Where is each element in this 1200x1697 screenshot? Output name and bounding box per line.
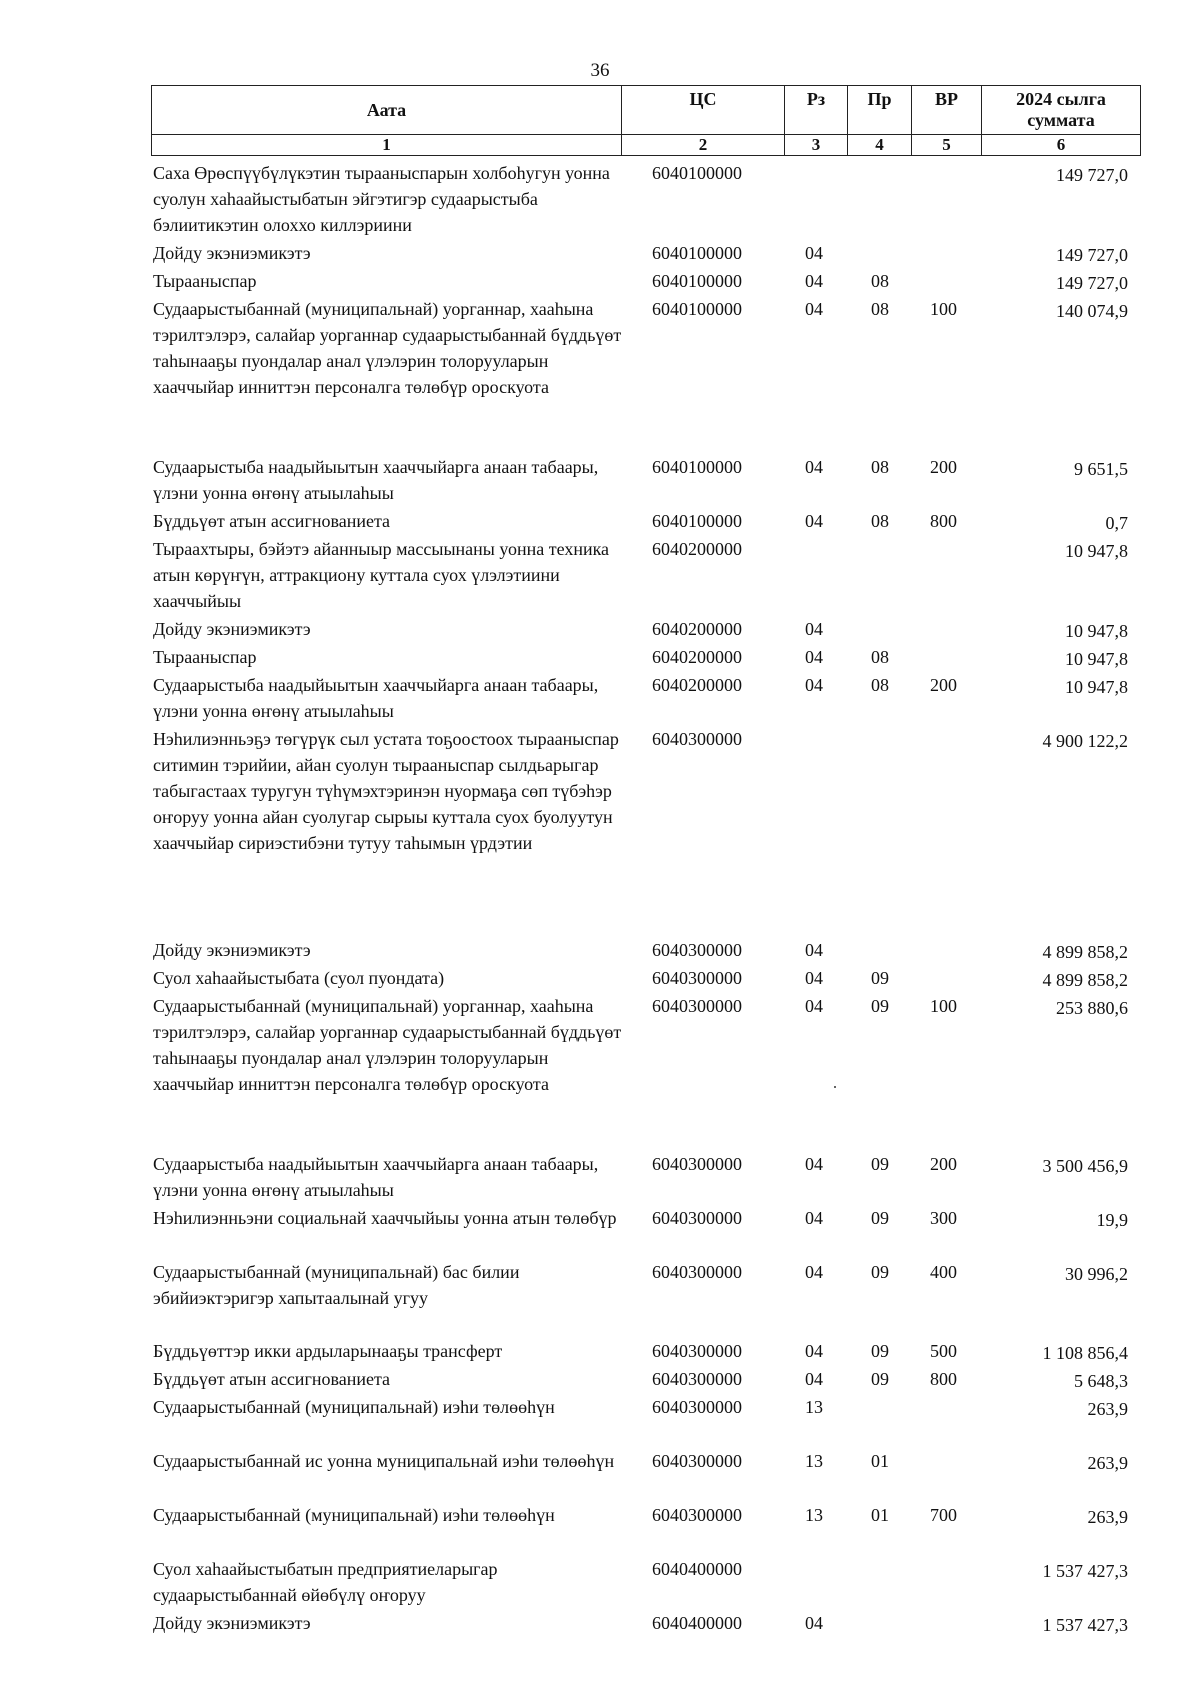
row-name: Судаарыстыба наадыйыытын хааччыйарга анаан табаары, үлэни уонна өҥөнү атыылаһыы [153,1154,599,1200]
row-cs: 6040300000 [652,1262,742,1282]
row-rz: 04 [805,996,823,1016]
column-number: 5 [912,135,982,156]
row-name: Бүддьүөт атын ассигнованиета [153,1369,391,1389]
row-sum: 19,9 [1096,1210,1128,1230]
row-vr: 200 [930,675,957,695]
header-sum: 2024 сылга суммата [982,86,1141,135]
row-sum: 30 996,2 [1065,1264,1128,1284]
row-cs: 6040300000 [652,1341,742,1361]
row-pr: 08 [871,299,889,319]
row-sum: 149 727,0 [1056,165,1128,185]
row-rz: 04 [805,299,823,319]
row-vr: 300 [930,1208,957,1228]
row-rz: 04 [805,243,823,263]
column-number: 1 [152,135,622,156]
row-vr: 200 [930,457,957,477]
row-pr: 09 [871,968,889,988]
row-cs: 6040200000 [652,539,742,559]
row-cs: 6040300000 [652,940,742,960]
row-cs: 6040400000 [652,1559,742,1579]
row-sum: 1 537 427,3 [1042,1561,1128,1581]
row-name: Бүддьүөт атын ассигнованиета [153,511,391,531]
row-cs: 6040100000 [652,163,742,183]
row-vr: 500 [930,1341,957,1361]
row-cs: 6040200000 [652,675,742,695]
column-number: 4 [848,135,912,156]
column-number: 3 [785,135,848,156]
row-rz: 04 [805,1613,823,1633]
row-cs: 6040300000 [652,1154,742,1174]
row-name: Судаарыстыбаннай (муниципальнай) бас билии эбийиэктэригэр хапытаалынай угуу [153,1262,520,1308]
row-sum: 149 727,0 [1056,245,1128,265]
row-sum: 253 880,6 [1056,998,1128,1018]
row-pr: 08 [871,511,889,531]
row-sum: 0,7 [1105,513,1128,533]
row-cs: 6040300000 [652,1397,742,1417]
row-rz: 04 [805,968,823,988]
row-rz: 04 [805,1154,823,1174]
row-name: Нэһилиэнньэҕэ төгүрүк сыл устата тоҕоостоох тырааныспар ситимин тэрийии, айан суолун тырааныспар сылдьарыгар табыгастаах туругун түһүмэхтэринэн нуормаҕа сөп түбэһэр оҥоруу уонна айан суолугар сырыы куттала суох буолуутун хааччыйар сириэстибэни тутуу таһымын үрдэтии [153,729,619,853]
row-name: Тырааныспар [153,271,257,291]
row-name: Судаарыстыбаннай (муниципальнай) иэһи төлөөһүн [153,1397,555,1417]
row-sum: 263,9 [1087,1399,1128,1419]
row-pr: 01 [871,1451,889,1471]
row-cs: 6040100000 [652,299,742,319]
row-name: Дойду экэниэмикэтэ [153,243,311,263]
row-rz: 04 [805,271,823,291]
row-name: Дойду экэниэмикэтэ [153,1613,311,1633]
row-sum: 10 947,8 [1065,541,1128,561]
row-cs: 6040300000 [652,996,742,1016]
row-name: Судаарыстыбаннай (муниципальнай) иэһи төлөөһүн [153,1505,555,1525]
table-header [151,85,1141,156]
row-pr: 09 [871,1262,889,1282]
row-pr: 08 [871,457,889,477]
row-pr: 08 [871,675,889,695]
row-cs: 6040300000 [652,729,742,749]
row-pr: 09 [871,1341,889,1361]
row-name: Дойду экэниэмикэтэ [153,619,311,639]
row-vr: 100 [930,299,957,319]
header-cs: ЦС [622,86,785,135]
row-rz: 04 [805,619,823,639]
row-sum: 10 947,8 [1065,621,1128,641]
row-cs: 6040400000 [652,1613,742,1633]
row-sum: 4 899 858,2 [1042,970,1128,990]
row-sum: 1 108 856,4 [1042,1343,1128,1363]
row-pr: 09 [871,1208,889,1228]
row-name: Судаарыстыба наадыйыытын хааччыйарга анаан табаары, үлэни уонна өҥөнү атыылаһыы [153,457,599,503]
row-name: Нэһилиэнньэни социальнай хааччыйыы уонна атын төлөбүр [153,1208,617,1228]
row-name: Судаарыстыба наадыйыытын хааччыйарга анаан табаары, үлэни уонна өҥөнү атыылаһыы [153,675,599,721]
row-sum: 149 727,0 [1056,273,1128,293]
row-vr: 200 [930,1154,957,1174]
column-number: 2 [622,135,785,156]
row-rz: 13 [805,1451,823,1471]
row-vr: 100 [930,996,957,1016]
row-name: Судаарыстыбаннай (муниципальнай) уорганнар, хааһына тэрилтэлэрэ, салайар уорганнар судаарыстыбаннай бүддьүөт таһынааҕы пуондалар анал үлэлэрин толорууларын хааччыйар инниттэн персоналга төлөбүр ороскуота [153,996,622,1094]
row-rz: 04 [805,1369,823,1389]
row-rz: 04 [805,1208,823,1228]
row-name: Саха Өрөспүүбүлүкэтин тырааныспарын холбоһугун уонна суолун хаһаайыстыбатын эйгэтигэр судаарыстыба бэлиитикэтин олоххо киллэриини [153,163,610,235]
row-cs: 6040300000 [652,1208,742,1228]
row-cs: 6040100000 [652,457,742,477]
row-rz: 04 [805,511,823,531]
row-rz: 13 [805,1397,823,1417]
row-pr: 08 [871,647,889,667]
row-sum: 263,9 [1087,1507,1128,1527]
page-number: 36 [590,60,610,81]
row-rz: 04 [805,675,823,695]
row-sum: 9 651,5 [1074,459,1128,479]
column-number: 6 [982,135,1141,156]
row-cs: 6040200000 [652,647,742,667]
row-cs: 6040300000 [652,968,742,988]
row-name: Бүддьүөттэр икки ардыларынааҕы трансферт [153,1341,503,1361]
row-vr: 800 [930,511,957,531]
row-cs: 6040300000 [652,1451,742,1471]
row-name: Тырааныспар [153,647,257,667]
row-sum: 10 947,8 [1065,677,1128,697]
row-pr: 09 [871,1369,889,1389]
row-rz: 04 [805,940,823,960]
row-name: Судаарыстыбаннай (муниципальнай) уорганнар, хааһына тэрилтэлэрэ, салайар уорганнар судаарыстыбаннай бүддьүөт таһынааҕы пуондалар анал үлэлэрин толорууларын хааччыйар инниттэн персоналга төлөбүр ороскуота [153,299,622,397]
row-name: Суол хаһаайыстыбатын предприятиеларыгар судаарыстыбаннай өйөбүлү оҥоруу [153,1559,498,1605]
row-rz: 13 [805,1505,823,1525]
row-rz: 04 [805,1262,823,1282]
row-name: Тыраахтыры, бэйэтэ айанныыр массыынаны уонна техника атын көрүҥүн, аттракциону куттала суох үлэлэтиини хааччыйыы [153,539,610,611]
row-sum: 3 500 456,9 [1042,1156,1128,1176]
row-vr: 800 [930,1369,957,1389]
row-cs: 6040100000 [652,511,742,531]
row-rz: 04 [805,457,823,477]
row-rz: 04 [805,1341,823,1361]
row-vr: 400 [930,1262,957,1282]
row-pr: 08 [871,271,889,291]
header-pr: Пр [848,86,912,135]
row-name: Суол хаһаайыстыбата (суол пуондата) [153,968,445,988]
row-sum: 10 947,8 [1065,649,1128,669]
row-pr: 09 [871,996,889,1016]
scan-speck [834,1086,836,1088]
row-sum: 5 648,3 [1074,1371,1128,1391]
row-pr: 09 [871,1154,889,1174]
row-vr: 700 [930,1505,957,1525]
row-name: Дойду экэниэмикэтэ [153,940,311,960]
row-sum: 1 537 427,3 [1042,1615,1128,1635]
row-cs: 6040100000 [652,243,742,263]
row-cs: 6040100000 [652,271,742,291]
row-cs: 6040300000 [652,1369,742,1389]
row-pr: 01 [871,1505,889,1525]
row-sum: 4 900 122,2 [1042,731,1128,751]
row-sum: 4 899 858,2 [1042,942,1128,962]
row-rz: 04 [805,647,823,667]
row-sum: 263,9 [1087,1453,1128,1473]
header-rz: Рз [785,86,848,135]
row-sum: 140 074,9 [1056,301,1128,321]
row-name: Судаарыстыбаннай ис уонна муниципальнай иэһи төлөөһүн [153,1451,615,1471]
header-name: Аата [152,86,622,135]
row-cs: 6040200000 [652,619,742,639]
row-cs: 6040300000 [652,1505,742,1525]
header-vr: ВР [912,86,982,135]
